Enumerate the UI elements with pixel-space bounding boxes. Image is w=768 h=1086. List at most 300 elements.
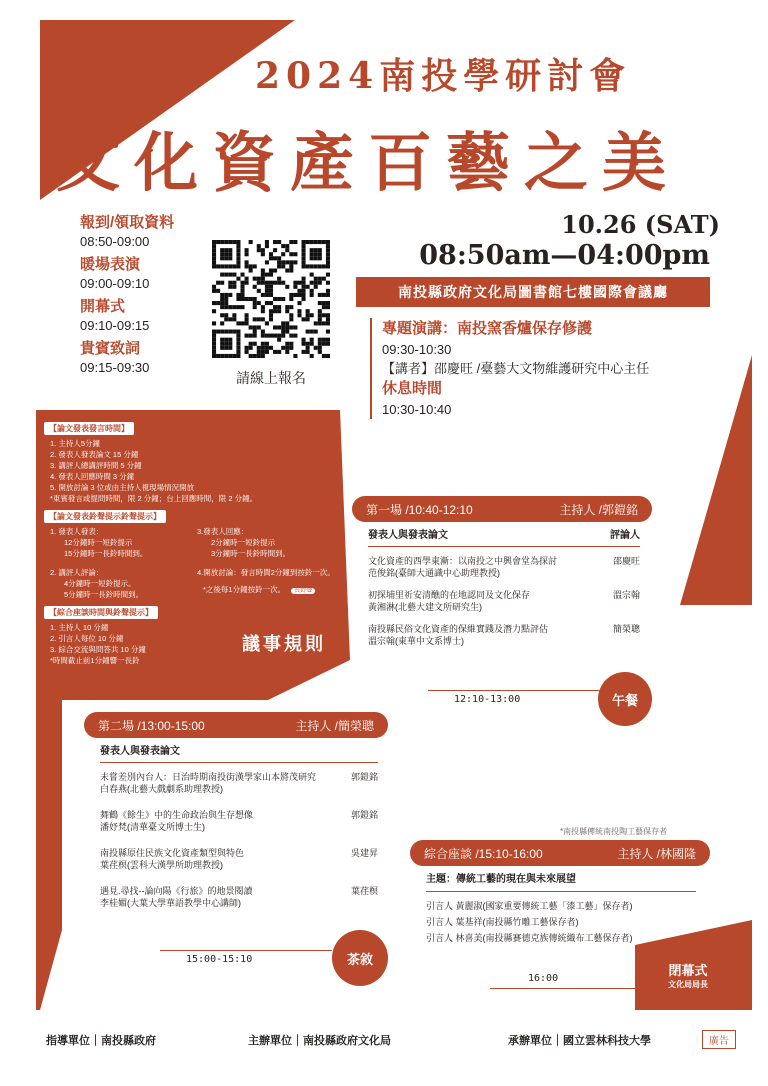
qr-module <box>326 252 330 256</box>
rules-item: 3.發表人回應： <box>197 527 249 536</box>
qr-module <box>257 346 261 350</box>
qr-module <box>212 240 216 244</box>
qr-module <box>326 305 330 309</box>
rules-item: 3分鐘時一長鈴時間到。 <box>211 549 291 558</box>
qr-module <box>212 252 216 256</box>
rules-heading: 議事規則 <box>242 634 326 655</box>
qr-module <box>318 346 322 350</box>
qr-module <box>297 313 301 317</box>
tea-badge <box>332 930 388 986</box>
col-presenter: 發表人與發表論文 <box>368 530 448 541</box>
session1-papers <box>368 530 640 657</box>
qr-module <box>306 240 310 244</box>
schedule-time: 09:15-09:30 <box>80 360 150 375</box>
qr-module <box>326 293 330 297</box>
qr-module <box>224 346 228 350</box>
qr-module <box>220 342 224 346</box>
qr-module <box>293 260 297 264</box>
paper-author: 李桂媚(大葉大學華語教學中心講師) <box>100 898 241 908</box>
qr-module <box>240 281 244 285</box>
qr-module <box>228 293 232 297</box>
qr-module <box>232 240 236 244</box>
qr-module <box>318 256 322 260</box>
qr-module <box>236 346 240 350</box>
qr-module <box>273 309 277 313</box>
qr-module <box>326 338 330 342</box>
qr-module <box>224 297 228 301</box>
qr-module <box>228 346 232 350</box>
paper-title: 初探埔里祈安清醮的在地認同及文化保存 <box>368 590 531 600</box>
qr-module <box>236 256 240 260</box>
qr-module <box>269 293 273 297</box>
qr-module <box>314 330 318 334</box>
qr-module <box>224 354 228 358</box>
qr-module <box>212 248 216 252</box>
paper-title: 南投縣民俗文化資產的保維實踐及潛力點評估 <box>368 624 549 634</box>
qr-module <box>306 346 310 350</box>
qr-module <box>228 342 232 346</box>
qr-module <box>212 301 216 305</box>
qr-module <box>314 285 318 289</box>
tea-time: 15:00-15:10 <box>186 954 253 965</box>
morning-schedule <box>80 212 210 380</box>
qr-module <box>269 317 273 321</box>
qr-module <box>245 350 249 354</box>
qr-module <box>245 281 249 285</box>
qr-module <box>261 277 265 281</box>
paper-item <box>100 847 378 871</box>
qr-module <box>310 330 314 334</box>
qr-module <box>302 342 306 346</box>
qr-module <box>289 297 293 301</box>
qr-module <box>228 285 232 289</box>
paper-author: 范俊銘(臺師大通識中心助理教授) <box>368 568 500 578</box>
qr-module <box>285 244 289 248</box>
qr-module <box>310 273 314 277</box>
qr-module <box>212 321 216 325</box>
qr-module <box>228 354 232 358</box>
qr-module <box>306 350 310 354</box>
qr-module <box>302 240 306 244</box>
qr-module <box>322 313 326 317</box>
session1-host: 主持人 /郭鎧銘 <box>559 502 638 517</box>
qr-module <box>236 248 240 252</box>
qr-module <box>293 325 297 329</box>
qr-module <box>302 277 306 281</box>
qr-module <box>289 342 293 346</box>
qr-module <box>220 330 224 334</box>
qr-module <box>318 252 322 256</box>
paper-author: 白春燕(北藝大戲劇系助理教授) <box>100 784 223 794</box>
qr-module <box>310 281 314 285</box>
qr-module <box>277 350 281 354</box>
qr-module <box>245 297 249 301</box>
qr-module <box>232 305 236 309</box>
session2-bar <box>84 712 388 738</box>
qr-module <box>249 240 253 244</box>
qr-module <box>269 268 273 272</box>
qr-module <box>212 289 216 293</box>
qr-module <box>281 252 285 256</box>
qr-module <box>265 240 269 244</box>
schedule-time: 09:10-09:15 <box>80 318 150 333</box>
qr-module <box>273 325 277 329</box>
qr-module <box>224 342 228 346</box>
qr-module <box>273 256 277 260</box>
qr-module <box>265 293 269 297</box>
paper-reviewer: 邵慶旺 <box>612 556 640 566</box>
qr-module <box>306 264 310 268</box>
panel-topic: 主題：傳統工藝的現在與未來展望 <box>426 874 696 892</box>
qr-module <box>297 301 301 305</box>
qr-module <box>281 281 285 285</box>
session2-papers <box>100 746 378 919</box>
qr-module <box>322 321 326 325</box>
closing-sub: 文化局局長 <box>668 980 708 989</box>
break-time: 10:30-10:40 <box>382 402 452 417</box>
qr-module <box>253 330 257 334</box>
qr-module <box>212 309 216 313</box>
registration-qr-code[interactable] <box>212 240 330 358</box>
qr-module <box>297 293 301 297</box>
qr-module <box>212 338 216 342</box>
qr-module <box>269 281 273 285</box>
qr-module <box>289 260 293 264</box>
rules-item: 4分鐘時一短鈴提示。 <box>64 579 136 588</box>
qr-module <box>326 301 330 305</box>
qr-module <box>253 325 257 329</box>
qr-module <box>224 240 228 244</box>
qr-module <box>265 281 269 285</box>
qr-module <box>302 297 306 301</box>
qr-module <box>277 334 281 338</box>
qr-module <box>310 338 314 342</box>
qr-module <box>216 330 220 334</box>
qr-module <box>216 354 220 358</box>
qr-module <box>289 317 293 321</box>
paper-reviewer: 簡榮聰 <box>612 624 640 634</box>
qr-module <box>310 264 314 268</box>
qr-module <box>285 260 289 264</box>
qr-module <box>261 342 265 346</box>
qr-module <box>326 248 330 252</box>
rules-bell-columns <box>44 526 338 600</box>
session2-host: 主持人 /簡榮聰 <box>295 718 374 733</box>
qr-module <box>224 256 228 260</box>
paper-reviewer: 溫宗翰 <box>612 590 640 600</box>
qr-module <box>326 240 330 244</box>
qr-module <box>257 277 261 281</box>
qr-module <box>289 334 293 338</box>
qr-module <box>228 256 232 260</box>
event-hours: 08:50am—04:00pm <box>419 240 710 271</box>
qr-module <box>220 305 224 309</box>
footer-organizer: 承辦單位｜國立雲林科技大學 <box>508 1035 651 1047</box>
session1-name: 第一場 /10:40-12:10 <box>366 502 473 517</box>
qr-module <box>314 264 318 268</box>
qr-module <box>220 338 224 342</box>
qr-module <box>281 334 285 338</box>
qr-module <box>228 330 232 334</box>
qr-module <box>228 248 232 252</box>
qr-module <box>302 338 306 342</box>
qr-module <box>224 264 228 268</box>
qr-module <box>306 313 310 317</box>
qr-module <box>261 305 265 309</box>
lunch-badge <box>598 672 652 726</box>
paper-title: 遇見.尋找--論向陽《行旅》的地景閱讀 <box>100 886 253 896</box>
qr-module <box>269 256 273 260</box>
schedule-label: 報到/領取資料 <box>80 214 175 231</box>
session1-bar <box>352 496 652 522</box>
qr-module <box>285 321 289 325</box>
qr-module <box>224 305 228 309</box>
rules-section-tag: 【論文發表發言時間】 <box>44 422 134 435</box>
qr-module <box>322 305 326 309</box>
qr-module <box>306 309 310 313</box>
qr-module <box>253 285 257 289</box>
qr-module <box>212 285 216 289</box>
qr-module <box>261 317 265 321</box>
qr-module <box>224 248 228 252</box>
qr-module <box>314 281 318 285</box>
qr-module <box>220 321 224 325</box>
panel-content <box>426 874 696 944</box>
qr-module <box>224 330 228 334</box>
qr-module <box>253 264 257 268</box>
event-series-title: 2024南投學研討會 <box>255 55 632 97</box>
rules-section-tag: 【論文發表鈴聲提示鈴聲提示】 <box>44 510 166 523</box>
qr-module <box>245 334 249 338</box>
qr-module <box>322 301 326 305</box>
qr-module <box>269 273 273 277</box>
qr-module <box>326 342 330 346</box>
rules-item: 3. 綜合交流與問答共 10 分鐘 <box>50 645 146 654</box>
qr-module <box>326 244 330 248</box>
qr-module <box>302 244 306 248</box>
qr-module <box>253 301 257 305</box>
col-presenter: 發表人與發表論文 <box>100 746 180 757</box>
qr-module <box>277 264 281 268</box>
panel-note: *南投縣傳統南投陶工藝保存者 <box>560 827 668 836</box>
qr-module <box>302 289 306 293</box>
qr-module <box>310 240 314 244</box>
rules-bell-right <box>197 526 338 600</box>
paper-reviewer: 郭鎧銘 <box>350 810 378 820</box>
qr-module <box>302 285 306 289</box>
qr-module <box>220 240 224 244</box>
rules-item: *東賓發言或提問時間，限 2 分鐘；台上回應時間，限 2 分鐘。 <box>50 494 258 503</box>
qr-module <box>220 354 224 358</box>
qr-module <box>281 264 285 268</box>
keynote-title: 專題演講：南投窯香爐保存修護 <box>382 320 593 337</box>
qr-module <box>302 293 306 297</box>
qr-module <box>236 244 240 248</box>
paper-title: 南投縣原住民族文化資產類型與特色 <box>100 848 245 858</box>
qr-module <box>285 309 289 313</box>
qr-module <box>269 309 273 313</box>
qr-module <box>212 256 216 260</box>
qr-module <box>297 289 301 293</box>
paper-author: 溫宗翰(東華中文系博士) <box>368 636 464 646</box>
event-date: 10.26 (SAT) <box>561 210 720 239</box>
rules-item <box>197 584 338 597</box>
qr-module <box>220 346 224 350</box>
qr-module <box>285 285 289 289</box>
qr-module <box>318 338 322 342</box>
qr-module <box>293 285 297 289</box>
qr-module <box>322 277 326 281</box>
qr-module <box>261 273 265 277</box>
qr-module <box>212 330 216 334</box>
qr-module <box>318 277 322 281</box>
session1-header <box>368 530 640 547</box>
qr-module <box>216 281 220 285</box>
paper-author: 葉荏榠(雲科大漢學所助理教授) <box>100 860 223 870</box>
qr-module <box>289 313 293 317</box>
qr-module <box>314 252 318 256</box>
qr-module <box>261 350 265 354</box>
qr-module <box>245 252 249 256</box>
panel-bar <box>410 840 710 866</box>
qr-module <box>224 338 228 342</box>
qr-module <box>293 293 297 297</box>
paper-reviewer: 葉荏榠 <box>350 886 378 896</box>
qr-module <box>310 256 314 260</box>
qr-module <box>224 301 228 305</box>
rules-item: 2. 講評人評論： <box>50 568 104 577</box>
qr-module <box>240 285 244 289</box>
qr-module <box>281 260 285 264</box>
qr-module <box>269 334 273 338</box>
footer-guide: 指導單位｜南投縣政府 <box>46 1035 156 1047</box>
qr-module <box>281 297 285 301</box>
qr-module <box>245 321 249 325</box>
qr-module <box>236 305 240 309</box>
qr-module <box>326 260 330 264</box>
qr-module <box>249 325 253 329</box>
qr-module <box>224 317 228 321</box>
qr-module <box>277 277 281 281</box>
rules-item: 2分鐘時一短鈴提示 <box>211 538 276 547</box>
rules-item: 1. 發表人發表： <box>50 527 104 536</box>
qr-module <box>318 350 322 354</box>
qr-module <box>257 325 261 329</box>
qr-module <box>212 342 216 346</box>
qr-module <box>216 289 220 293</box>
qr-module <box>269 289 273 293</box>
qr-module <box>228 338 232 342</box>
qr-module <box>232 281 236 285</box>
qr-module <box>310 289 314 293</box>
qr-module <box>322 264 326 268</box>
paper-item <box>368 555 640 579</box>
qr-module <box>277 260 281 264</box>
qr-module <box>240 273 244 277</box>
qr-module <box>228 273 232 277</box>
qr-module <box>236 260 240 264</box>
qr-module <box>236 297 240 301</box>
qr-module <box>261 252 265 256</box>
qr-module <box>277 338 281 342</box>
rules-item: *時間截止前1分鐘響一長鈴 <box>50 656 140 665</box>
closing-timeline <box>490 988 650 989</box>
qr-module <box>281 321 285 325</box>
qr-module <box>228 252 232 256</box>
qr-module <box>249 264 253 268</box>
qr-module <box>253 277 257 281</box>
col-reviewer: 評論人 <box>610 530 640 541</box>
qr-module <box>245 248 249 252</box>
keynote-time: 09:30-10:30 <box>382 342 452 357</box>
qr-module <box>281 346 285 350</box>
qr-module <box>232 273 236 277</box>
qr-module <box>212 354 216 358</box>
qr-module <box>216 240 220 244</box>
qr-module <box>212 334 216 338</box>
paper-author: 潘妤梵(清華臺文所博士生) <box>100 822 205 832</box>
qr-module <box>253 297 257 301</box>
rules-item: 5. 開放討論 3 位或由主持人視現場情況開放 <box>50 483 195 492</box>
qr-module <box>249 268 253 272</box>
qr-module <box>249 342 253 346</box>
paper-item <box>368 589 640 613</box>
qr-module <box>257 281 261 285</box>
qr-module <box>285 330 289 334</box>
paper-reviewer: 郭鎧銘 <box>350 772 378 782</box>
qr-module <box>257 354 261 358</box>
qr-module <box>318 301 322 305</box>
qr-module <box>310 313 314 317</box>
qr-module <box>293 252 297 256</box>
qr-module <box>253 354 257 358</box>
schedule-item <box>80 254 210 293</box>
rules-item: 3. 講評人總講評時間 5 分鐘 <box>50 461 142 470</box>
qr-module <box>314 346 318 350</box>
qr-module <box>220 248 224 252</box>
keynote-block <box>370 318 690 419</box>
qr-module <box>318 293 322 297</box>
qr-module <box>249 334 253 338</box>
qr-module <box>232 330 236 334</box>
qr-module <box>245 264 249 268</box>
qr-module <box>224 273 228 277</box>
qr-module <box>326 273 330 277</box>
qr-module <box>289 325 293 329</box>
qr-module <box>220 297 224 301</box>
qr-module <box>277 256 281 260</box>
qr-module <box>302 317 306 321</box>
qr-module <box>285 305 289 309</box>
qr-module <box>261 354 265 358</box>
qr-module <box>257 289 261 293</box>
qr-module <box>236 264 240 268</box>
paper-author: 黃湘淋(北藝大建文所研究生) <box>368 602 482 612</box>
qr-module <box>302 256 306 260</box>
qr-module <box>236 252 240 256</box>
qr-module <box>236 330 240 334</box>
closing-badge <box>648 960 728 990</box>
qr-module <box>245 277 249 281</box>
qr-module <box>236 354 240 358</box>
schedule-label: 暖場表演 <box>80 256 141 273</box>
qr-module <box>245 313 249 317</box>
qr-module <box>240 297 244 301</box>
qr-module <box>265 334 269 338</box>
qr-module <box>261 346 265 350</box>
panel-name: 綜合座談 /15:10-16:00 <box>424 846 543 861</box>
qr-module <box>281 325 285 329</box>
